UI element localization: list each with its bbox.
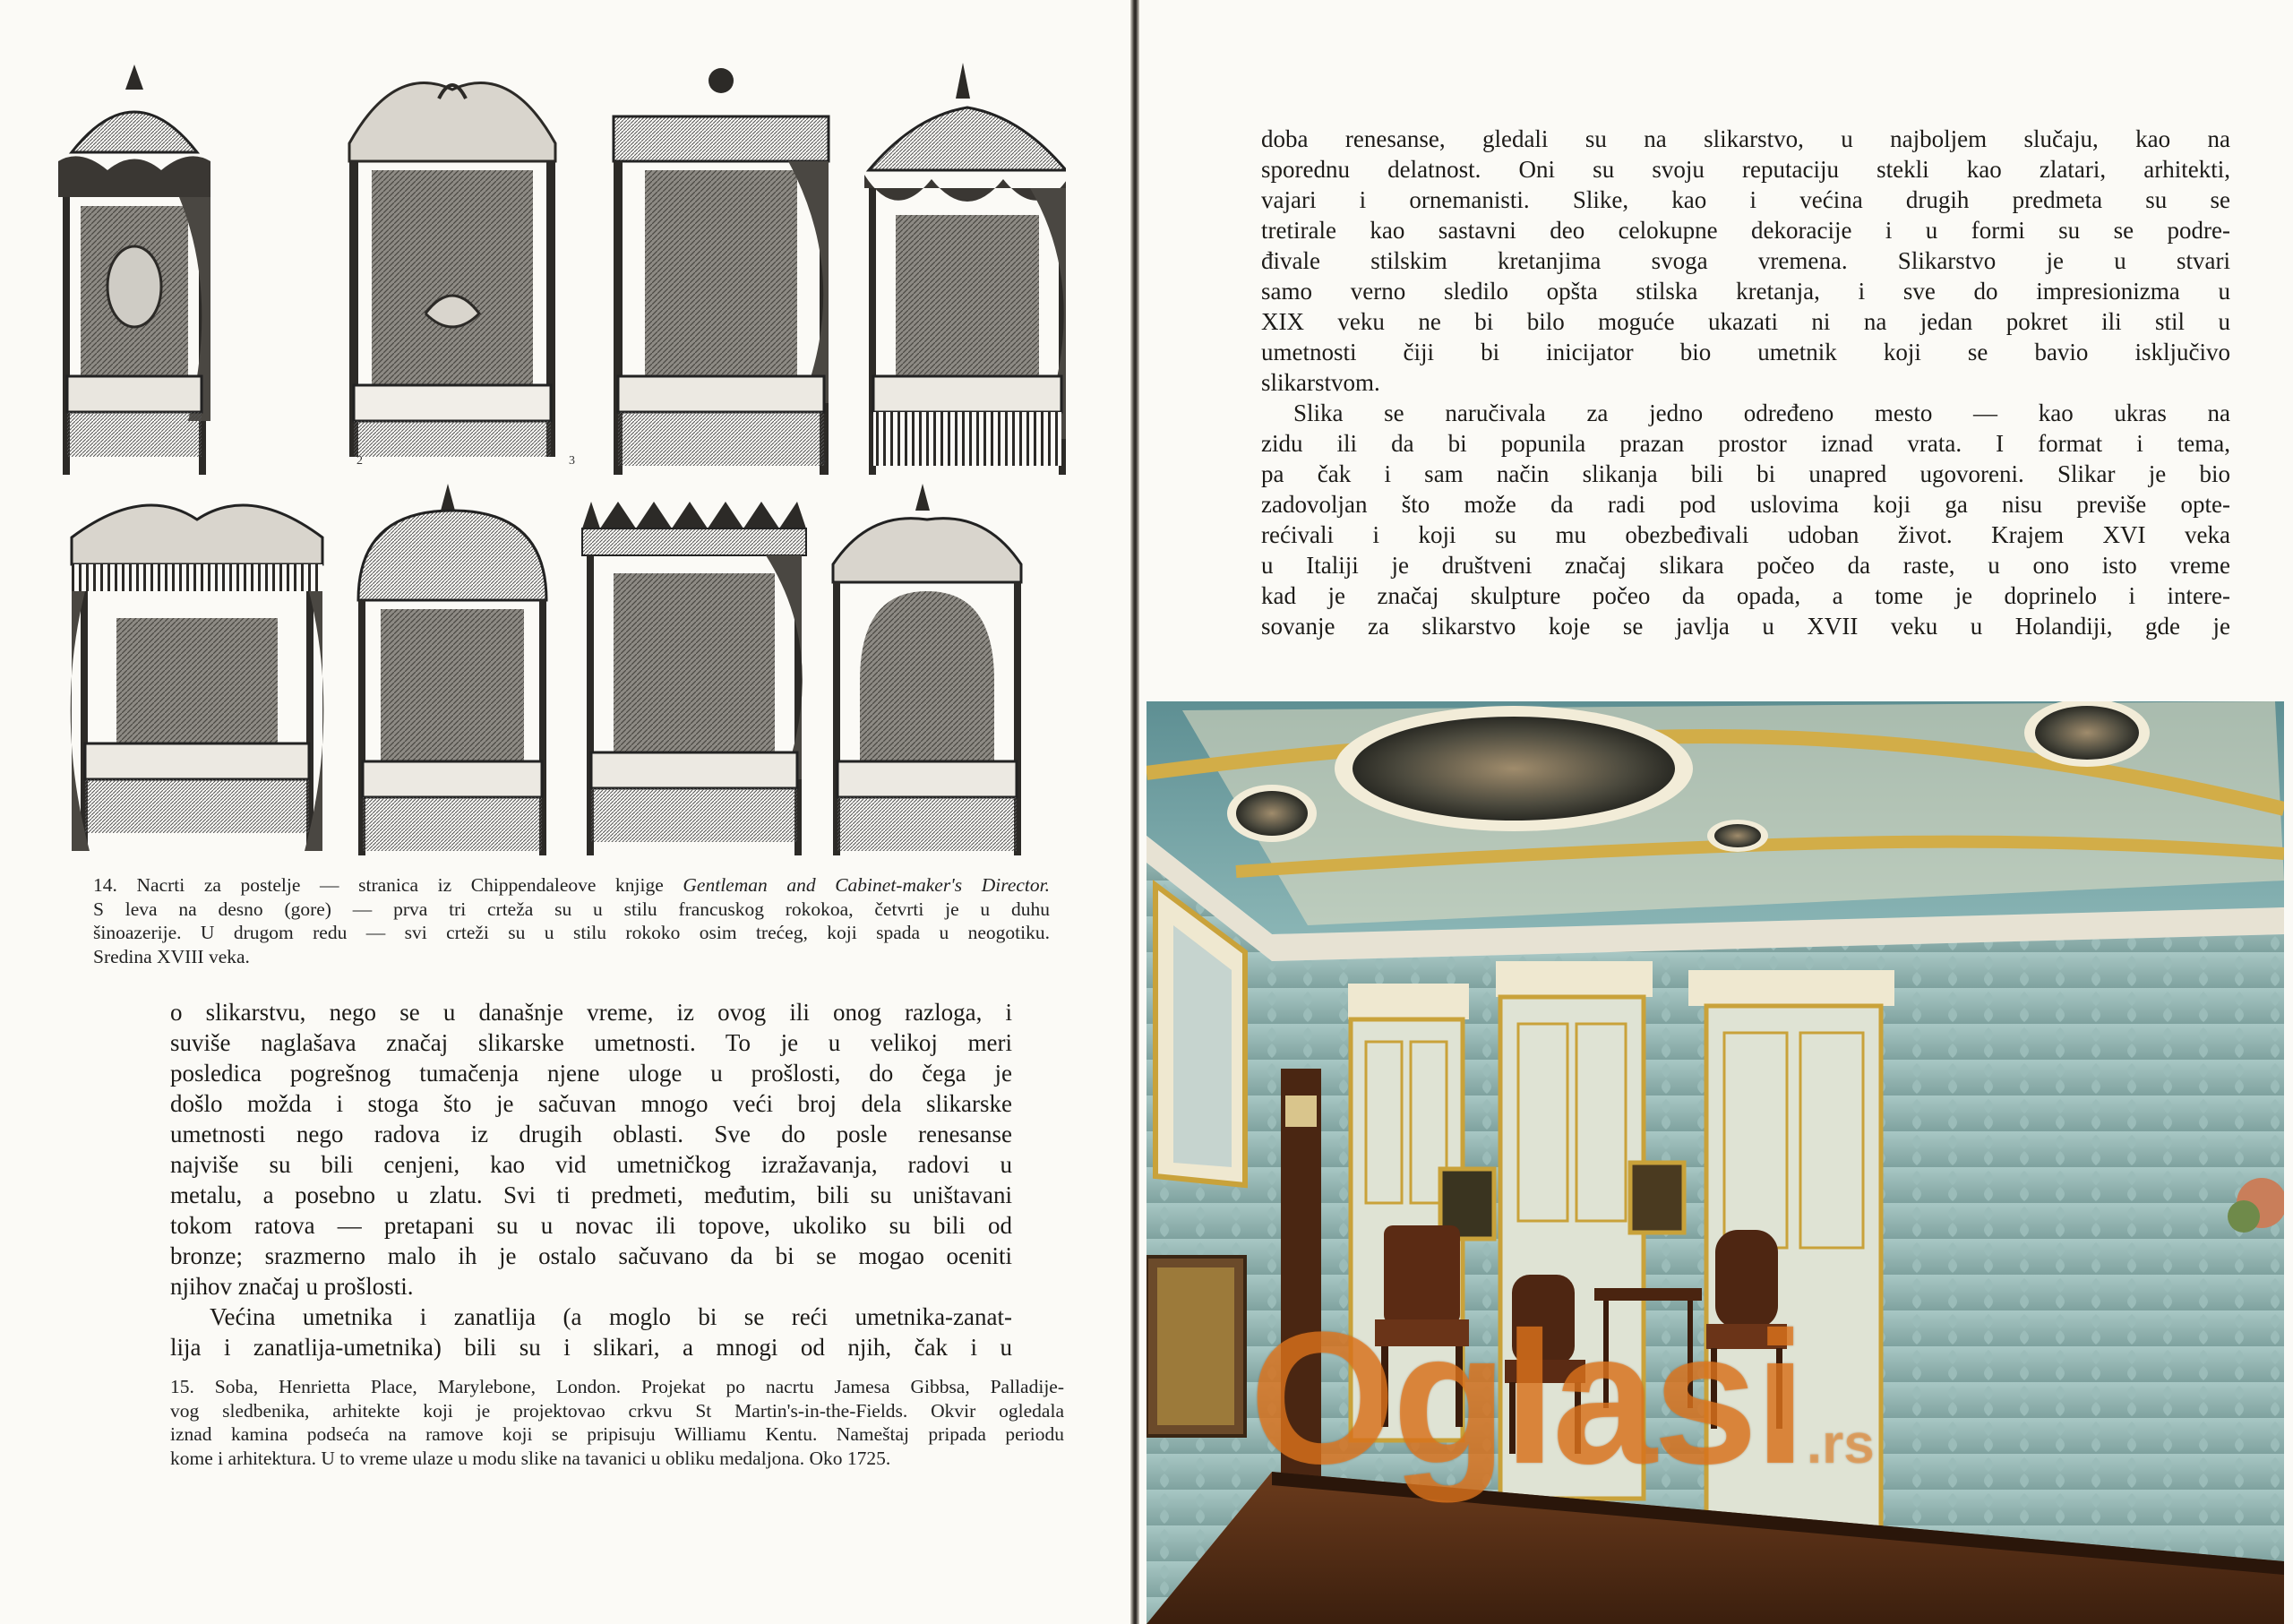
bed-drawing-3: [614, 68, 829, 475]
caption-15-line-3: iznad kamina podseća na ramove koji se pripisuju Williamu Kentu. Nameštaj pripada periodu: [170, 1423, 1064, 1445]
body-line: došlo možda i stoga što je sačuvan mnogo veći broj dela slikarske: [170, 1090, 1012, 1117]
caption-14-book-title: Gentleman and Cabinet-maker's Director.: [683, 874, 1051, 896]
watermark-text: Oglasi: [1250, 1293, 1803, 1503]
ceiling-painting-center: [1353, 717, 1675, 821]
body-line: Većina umetnika i zanatlija (a moglo bi se reći umetnika-zanat-: [210, 1303, 1012, 1330]
body-line: o slikarstvu, nego se u današnje vreme, iz ovog ili onog razloga, i: [170, 999, 1012, 1026]
bed-drawing-7: [582, 502, 806, 855]
watermark-tld: .rs: [1806, 1413, 1875, 1475]
ceiling-painting-right: [2035, 706, 2139, 760]
body-line: u Italiji je društveni značaj slikara počeo da raste, u ono isto vreme: [1261, 552, 2230, 579]
body-line: doba renesanse, gledali su na slikarstvo, u najboljem slučaju, kao na: [1261, 125, 2230, 152]
caption-14-text: Nacrti za postelje — stranica iz Chippendaleove knjige: [136, 874, 683, 896]
body-line: rećivali i koji su mu obezbeđivali udoban život. Krajem XVI veka: [1261, 521, 2230, 548]
bed-drawing-8: [833, 484, 1021, 855]
body-line: sporednu delatnost. Oni su svoju reputaciju stekli kao zlatari, arhitekti,: [1261, 156, 2230, 183]
bed-drawing-2: [349, 83, 555, 458]
body-line: vajari i ornemanisti. Slike, kao i većina drugih predmeta su se: [1261, 186, 2230, 213]
ceiling-painting-left: [1236, 791, 1308, 836]
caption-14-line-4: Sredina XVIII veka.: [93, 945, 250, 967]
body-line: umetnosti nego radova iz drugih oblasti. Sve do posle renesanse: [170, 1121, 1012, 1147]
body-line: najviše su bili cenjeni, kao vid umetničkog izražavanja, radovi u: [170, 1151, 1012, 1178]
body-line: bronze; srazmerno malo ih je ostalo sačuvano da bi se mogao oceniti: [170, 1242, 1012, 1269]
body-line: tretirale kao sastavni deo celokupne dekoracije i u formi su se podre-: [1261, 217, 2230, 244]
caption-14-line-2: S leva na desno (gore) — prva tri crteža su u stilu francuskog rokokoa, četvrti je u duhu: [93, 898, 1050, 920]
bed-drawing-5: [71, 505, 324, 851]
body-line: njihov značaj u prošlosti.: [170, 1273, 414, 1300]
body-line: zadovoljan što može da radi pod uslovima koji ga nisu previše opte-: [1261, 491, 2230, 518]
body-line: kad je značaj skulpture počeo da opada, a tome je doprinelo i intere-: [1261, 582, 2230, 609]
wall-painting-2: [1630, 1163, 1684, 1233]
body-line: Slika se naručivala za jedno određeno mesto — kao ukras na: [1293, 400, 2230, 426]
left-body-text: [170, 997, 1012, 1362]
bed-designs-plate: [54, 54, 1066, 855]
body-line: posledica pogrešnog tumačenja njene uloge u prošlosti, do čega je: [170, 1060, 1012, 1087]
caption-15-line-4: kome i arhitektura. U to vreme ulaze u modu slike na tavanici u obliku medaljona. Oko 1725.: [170, 1447, 891, 1469]
plate-number-2: 2: [356, 454, 363, 468]
caption-14-number: 14.: [93, 874, 117, 896]
body-line: tokom ratova — pretapani su u novac ili topove, ukoliko su bili od: [170, 1212, 1012, 1239]
body-line: samo verno sledilo opšta stilska kretanja, i sve do impresionizma u: [1261, 278, 2230, 305]
right-body-text: [1261, 124, 2230, 641]
plate-number-4: 4: [820, 454, 826, 468]
caption-14-line-3: šinoazerije. U drugom redu — svi crteži su u stilu rokoko osim trećeg, koji spada u neogotiku.: [93, 922, 1050, 943]
body-line: slikarstvom.: [1261, 369, 1380, 396]
plate-number-3: 3: [569, 454, 575, 468]
oglasi-watermark: [1250, 1290, 1875, 1507]
body-line: XIX veku ne bi bilo moguće ukazati ni na jedan pokret ili stil u: [1261, 308, 2230, 335]
body-line: zidu ili da bi popunila prazan prostor iznad vrata. I format i tema,: [1261, 430, 2230, 457]
bed-drawings: [54, 54, 1066, 855]
book-gutter: [1130, 0, 1139, 1624]
body-line: metalu, a posebno u zlatu. Svi ti predmeti, međutim, bili su uništavani: [170, 1181, 1012, 1208]
figure-15-caption: [170, 1375, 1064, 1470]
caption-15-line-1: 15. Soba, Henrietta Place, Marylebone, London. Projekat po nacrtu Jamesa Gibbsa, Palladije-: [170, 1376, 1064, 1397]
left-page: [0, 0, 1130, 1624]
body-line: đivale stilskim kretanjima svoga vremena. Slikarstvo je u stvari: [1261, 247, 2230, 274]
figure-14-caption: [93, 873, 1050, 968]
bed-drawing-6: [358, 484, 546, 855]
body-line: suviše naglašava značaj slikarske umetnosti. To je u velikoj meri: [170, 1029, 1012, 1056]
body-line: sovanje za slikarstvo koje se javlja u XVII veku u Holandiji, gde je: [1261, 613, 2230, 640]
bed-drawing-4: [864, 63, 1066, 475]
bed-drawing-1: [58, 64, 210, 475]
body-line: lija i zanatlija-umetnika) bili su i slikari, a mnogi od njih, čak i u: [170, 1334, 1012, 1361]
body-line: pa čak i sam način slikanja bili bi unapred ugovoreni. Slikar je bio: [1261, 460, 2230, 487]
caption-15-line-2: vog sledbenika, arhitekte koji je projektovao crkvu St Martin's-in-the-Fields. Okvir ogledala: [170, 1399, 1064, 1422]
body-line: umetnosti čiji bi inicijator bio umetnik koji se bavio isključivo: [1261, 339, 2230, 365]
